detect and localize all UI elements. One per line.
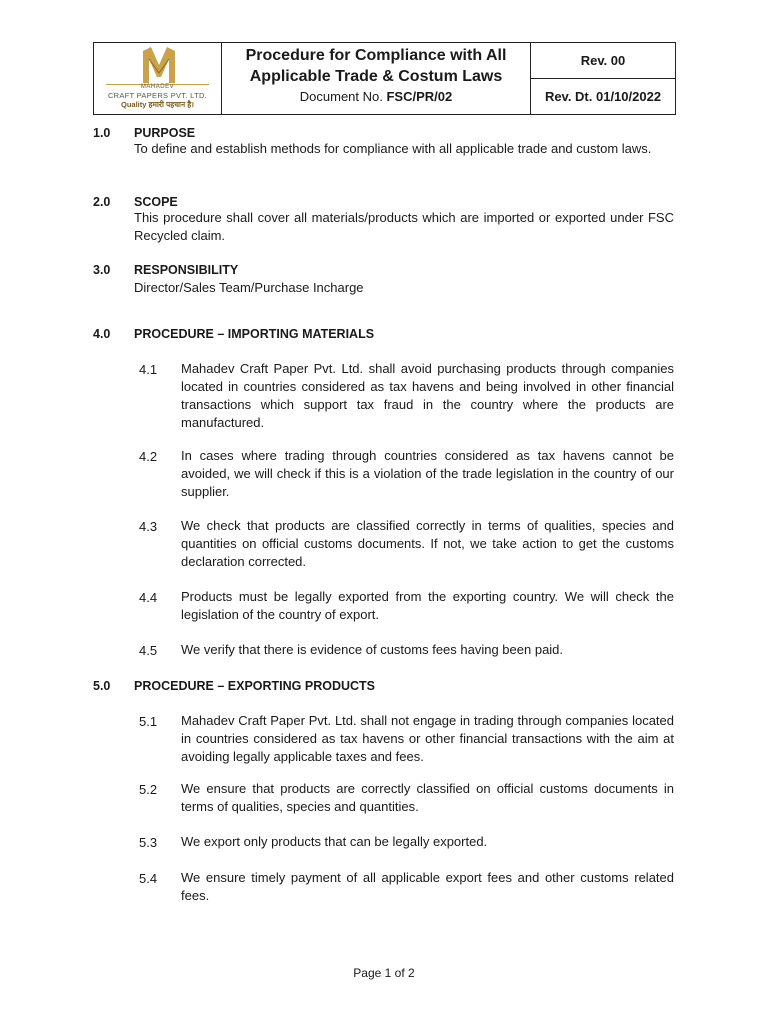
- logo-company-name: CRAFT PAPERS PVT. LTD.: [107, 91, 208, 100]
- title-cell: [222, 43, 531, 114]
- page-number: Page 1 of 2: [353, 966, 415, 980]
- item-text: We ensure that products are correctly classified on official customs documents in terms of qualities, species and quantities.: [181, 781, 674, 814]
- item-number: 4.4: [139, 590, 158, 605]
- item-text: Products must be legally exported from the exporting country. We will check the legislation of the country of export.: [181, 589, 674, 622]
- item-number: 4.5: [139, 643, 158, 658]
- revision-date: Rev. Dt. 01/10/2022: [531, 78, 675, 114]
- item-text: In cases where trading through countries considered as tax havens cannot be avoided, we will check if this is a violation of the trade legislation in the country of our supplier.: [181, 448, 674, 499]
- logo-brand: MAHADEV: [140, 84, 175, 90]
- document-number-value: FSC/PR/02: [386, 89, 453, 104]
- item-text: We ensure timely payment of all applicable export fees and other customs related fees.: [181, 870, 674, 903]
- item-text: We verify that there is evidence of customs fees having been paid.: [181, 642, 564, 657]
- section-title: PROCEDURE – EXPORTING PRODUCTS: [134, 679, 376, 693]
- item-number: 5.4: [139, 871, 158, 886]
- item-number: 4.1: [139, 362, 158, 377]
- item-number: 4.3: [139, 519, 158, 534]
- item-text: Mahadev Craft Paper Pvt. Ltd. shall not engage in trading through companies located in countries considered as tax havens or other financial transactions with the aim at avoiding legally applicable taxes and fees.: [181, 713, 674, 764]
- section-text: To define and establish methods for compliance with all applicable trade and custom laws.: [134, 141, 652, 156]
- section-number: 4.0: [93, 327, 111, 341]
- item-number: 5.3: [139, 835, 158, 850]
- company-logo: [94, 43, 222, 114]
- document-number: [222, 89, 530, 104]
- document-header: [93, 42, 676, 115]
- document-number-label: Document No.: [299, 89, 383, 104]
- item-text: We check that products are classified correctly in terms of qualities, species and quantities on official customs documents. If not, we take action to get the customs declaration corrected.: [181, 518, 674, 569]
- item-number: 4.2: [139, 449, 158, 464]
- item-text: Mahadev Craft Paper Pvt. Ltd. shall avoid purchasing products through companies located in countries considered as tax havens and being involved in other financial transactions which support tax fraud in the country where the products are manufactured.: [181, 361, 674, 430]
- item-text: We export only products that can be legally exported.: [181, 834, 488, 849]
- section-text: Director/Sales Team/Purchase Incharge: [134, 280, 364, 295]
- section-title: SCOPE: [134, 195, 178, 209]
- document-title: Procedure for Compliance with All Applicable Trade & Costum Laws: [245, 47, 507, 85]
- mahadev-logo-icon: [139, 45, 179, 85]
- section-number: 1.0: [93, 126, 111, 140]
- item-number: 5.2: [139, 782, 158, 797]
- section-text: This procedure shall cover all materials/products which are imported or exported under FSC Recycled claim.: [134, 210, 674, 243]
- section-title: RESPONSIBILITY: [134, 263, 239, 277]
- logo-tagline: Quality हमारी पहचान है।: [120, 100, 195, 109]
- section-title: PROCEDURE – IMPORTING MATERIALS: [134, 327, 375, 341]
- section-number: 5.0: [93, 679, 111, 693]
- section-number: 2.0: [93, 195, 111, 209]
- section-number: 3.0: [93, 263, 111, 277]
- section-title: PURPOSE: [134, 126, 196, 140]
- revision-cell: [531, 43, 675, 114]
- revision-number: Rev. 00: [580, 53, 626, 68]
- item-number: 5.1: [139, 714, 158, 729]
